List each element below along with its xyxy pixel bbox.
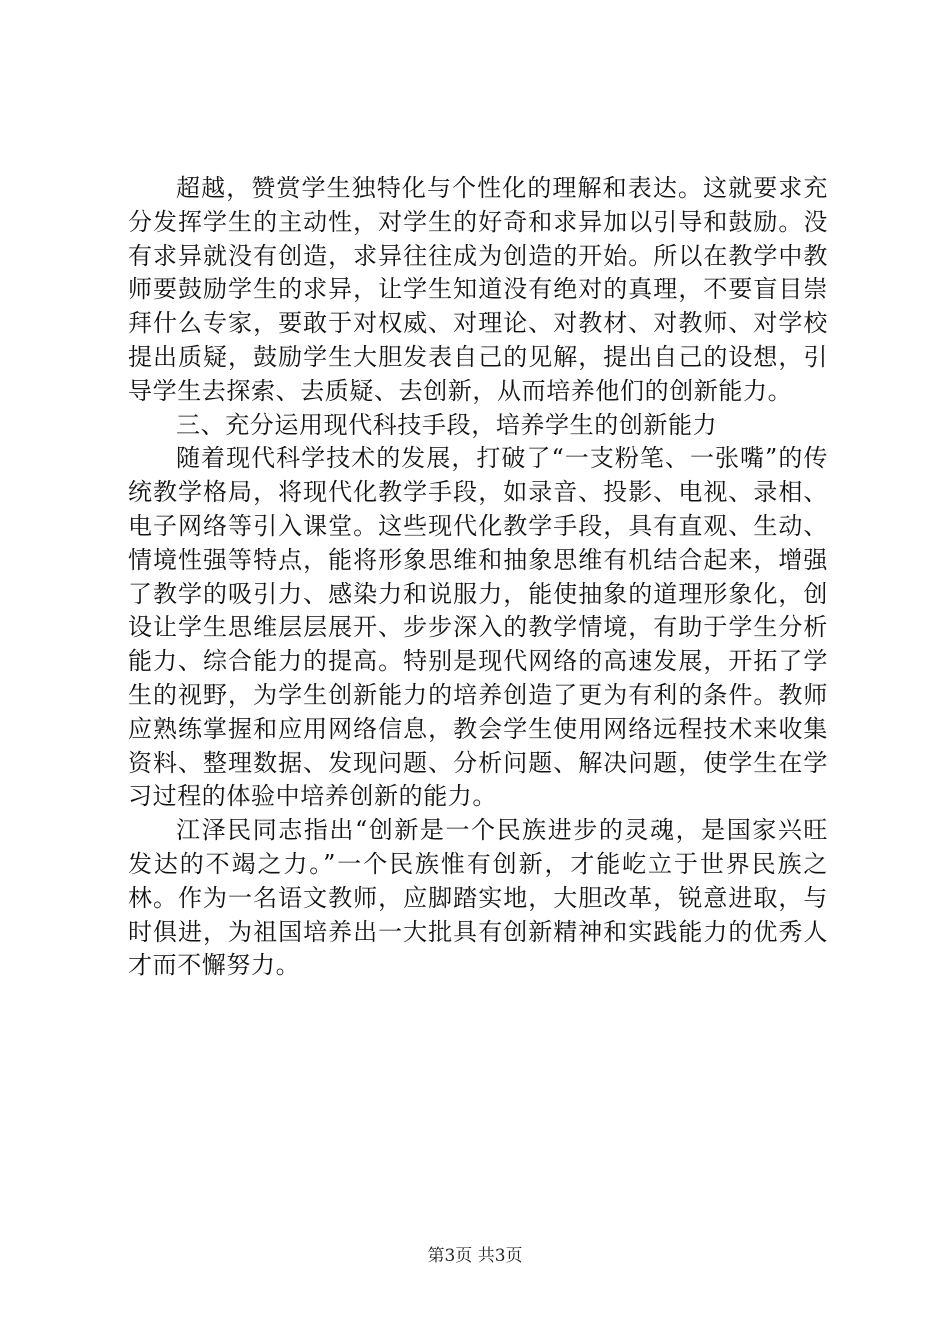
page-footer: 第3页 共3页 <box>427 1246 523 1266</box>
paragraph-conclusion: 江泽民同志指出“创新是一个民族进步的灵魂，是国家兴旺发达的不竭之力。”一个民族惟有创新，才能屹立于世界民族之林。作为一名语文教师，应脚踏实地，大胆改革，锐意进取，与时俱进，为祖国培养出一大批具有创新精神和实践能力的优秀人才而不懈努力。 <box>128 816 828 980</box>
section-heading-3: 三、充分运用现代科技手段，培养学生的创新能力 <box>176 410 718 439</box>
paragraph-continuation: 超越，赞赏学生独特化与个性化的理解和表达。这就要求充分发挥学生的主动性，对学生的好奇和求异加以引导和鼓励。没有求异就没有创造，求异往往成为创造的开始。所以在教学中教师要鼓励学生的求异，让学生知道没有绝对的真理，不要盲目崇拜什么专家，要敢于对权威、对理论、对教材、对教师、对学校提出质疑，鼓励学生大胆发表自己的见解，提出自己的设想，引导学生去探索、去质疑、去创新，从而培养他们的创新能力。 <box>128 174 828 405</box>
paragraph-modern-technology: 随着现代科学技术的发展，打破了“一支粉笔、一张嘴”的传统教学格局，将现代化教学手段，如录音、投影、电视、录相、电子网络等引入课堂。这些现代化教学手段，具有直观、生动、情境性强等特点，能将形象思维和抽象思维有机结合起来，增强了教学的吸引力、感染力和说服力，能使抽象的道理形象化，创设让学生思维层层展开、步步深入的教学情境，有助于学生分析能力、综合能力的提高。特别是现代网络的高速发展，开拓了学生的视野，为学生创新能力的培养创造了更为有利的条件。教师应熟练掌握和应用网络信息，教会学生使用网络远程技术来收集资料、整理数据、发现问题、分析问题、解决问题，使学生在学习过程的体验中培养创新的能力。 <box>128 444 828 811</box>
document-body <box>128 172 828 983</box>
